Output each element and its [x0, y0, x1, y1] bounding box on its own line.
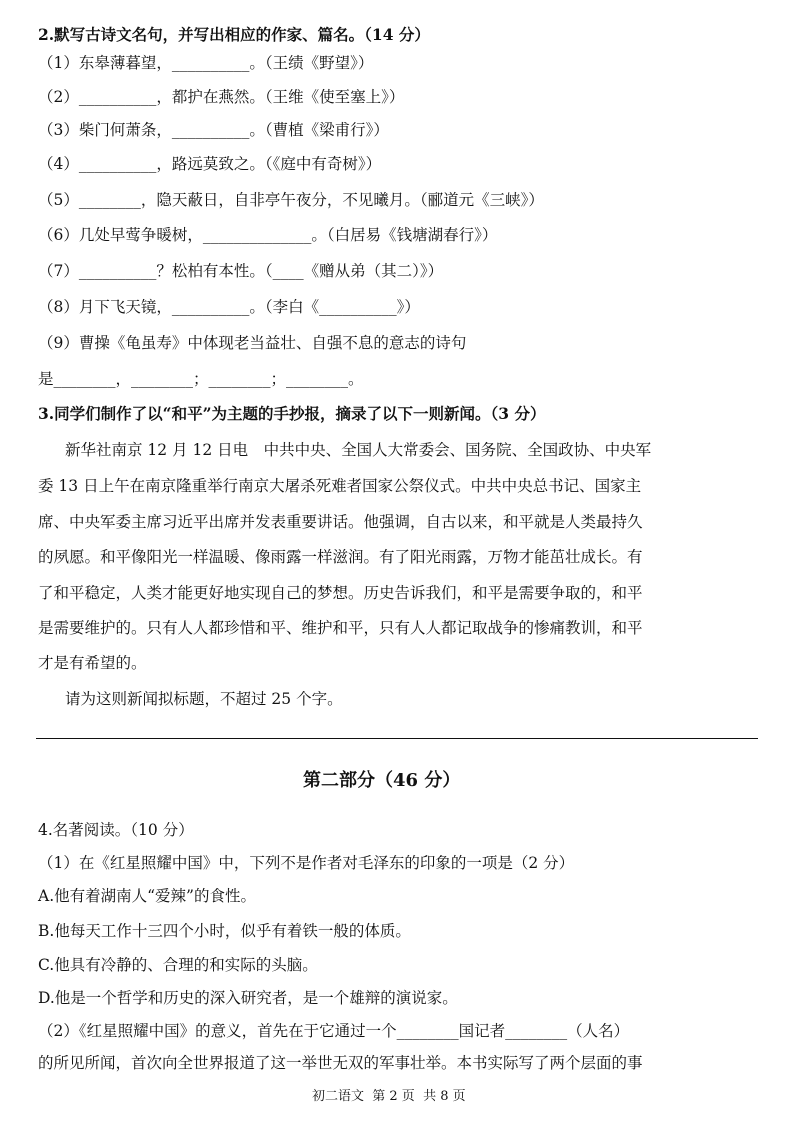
q2-heading: 2.默写古诗文名句，并写出相应的作家、篇名。（14 分）	[38, 25, 430, 44]
q4-sub1: （1）在《红星照耀中国》中，下列不是作者对毛泽东的印象的一项是（2 分）	[38, 854, 575, 872]
q3-news-line-5: 了和平稳定，人类才能更好地实现自己的梦想。历史告诉我们，和平是需要争取的，和平	[38, 584, 643, 602]
q2-item-8: （8）月下飞天镜，__________。（李白《__________》）	[38, 298, 420, 316]
q2-item-9: （9）曹操《龟虽寿》中体现老当益壮、自强不息的意志的诗句	[38, 334, 467, 352]
q4-option-d: D.他是一个哲学和历史的深入研究者，是一个雄辩的演说家。	[38, 989, 458, 1007]
q3-heading: 3.同学们制作了以“和平”为主题的手抄报，摘录了以下一则新闻。（3 分）	[38, 404, 546, 423]
part2-title: 第二部分（46 分）	[303, 770, 461, 791]
q2-item-4: （4）__________，路远莫致之。（《庭中有奇树》）	[38, 155, 382, 173]
q3-news-line-7: 才是有希望的。	[38, 654, 147, 672]
q2-item-9-answer-line: 是________，________；________；________。	[38, 370, 364, 388]
q3-news-line-4: 的夙愿。和平像阳光一样温暖、像雨露一样滋润。有了阳光雨露，万物才能茁壮成长。有	[38, 548, 643, 566]
answer-line	[36, 738, 758, 739]
q4-heading: 4.名著阅读。（10 分）	[38, 821, 194, 839]
q3-instruction: 请为这则新闻拟标题，不超过 25 个字。	[65, 690, 343, 708]
q4-sub2-line-1: （2）《红星照耀中国》的意义，首先在于它通过一个________国记者________（人名）	[38, 1022, 630, 1040]
q2-item-2: （2）__________，都护在燕然。（王维《使至塞上》）	[38, 88, 405, 106]
q4-option-a: A.他有着湖南人“爱辣”的食性。	[38, 887, 256, 905]
q3-news-line-3: 席、中央军委主席习近平出席并发表重要讲话。他强调，自古以来，和平就是人类最持久	[38, 513, 643, 531]
q3-news-line-1: 新华社南京 12 月 12 日电 中共中央、全国人大常委会、国务院、全国政协、中央军	[65, 441, 652, 459]
q4-option-b: B.他每天工作十三四个小时，似乎有着铁一般的体质。	[38, 922, 411, 940]
q2-item-3: （3）柴门何萧条，__________。（曹植《梁甫行》）	[38, 121, 389, 139]
q2-item-7: （7）__________？松柏有本性。（____《赠从弟（其二）》）	[38, 262, 444, 280]
q2-item-1: （1）东皋薄暮望，__________。（王绩《野望》）	[38, 54, 374, 72]
page-footer: 初二语文 第 2 页 共 8 页	[312, 1089, 466, 1104]
q4-sub2-line-2: 的所见所闻，首次向全世界报道了这一举世无双的军事壮举。本书实际写了两个层面的事	[38, 1054, 643, 1072]
q2-item-5: （5）________，隐天蔽日，自非亭午夜分，不见曦月。（郦道元《三峡》）	[38, 191, 544, 209]
q3-news-line-6: 是需要维护的。只有人人都珍惜和平、维护和平，只有人人都记取战争的惨痛教训，和平	[38, 619, 643, 637]
q3-news-line-2: 委 13 日上午在南京隆重举行南京大屠杀死难者国家公祭仪式。中共中央总书记、国家主	[38, 477, 642, 495]
q4-option-c: C.他具有冷静的、合理的和实际的头脑。	[38, 956, 318, 974]
q2-item-6: （6）几处早莺争暖树，______________。（白居易《钱塘湖春行》）	[38, 226, 498, 244]
